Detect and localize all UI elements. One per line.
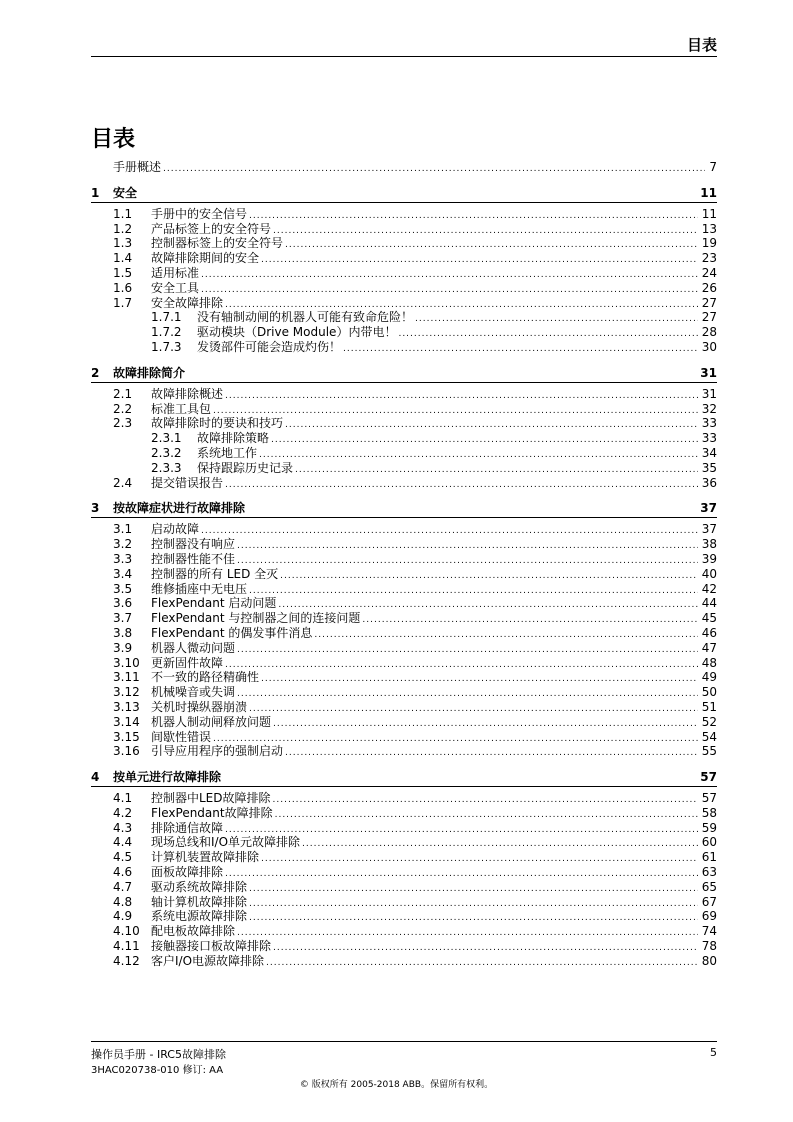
toc-entry-label: 控制器中LED故障排除 — [151, 791, 271, 806]
toc-leader-dots — [343, 342, 698, 357]
toc-entry-number: 1.1 — [113, 206, 133, 221]
toc-entry-label: 保持跟踪历史记录 — [197, 460, 294, 475]
table-of-contents — [91, 160, 717, 969]
toc-entry[interactable] — [91, 924, 717, 939]
toc-entry[interactable] — [91, 611, 717, 626]
toc-entry[interactable] — [91, 207, 717, 222]
toc-entry-page: 58 — [701, 805, 717, 820]
toc-chapter-heading[interactable] — [91, 185, 717, 203]
toc-entry-label: 系统电源故障排除 — [151, 909, 248, 924]
toc-entry-number: 3.14 — [113, 714, 140, 729]
toc-entry-number: 4.5 — [113, 850, 133, 865]
toc-entry-label: 启动故障 — [151, 522, 200, 537]
toc-entry-label: 故障排除概述 — [151, 386, 224, 401]
toc-entry-page: 80 — [701, 953, 717, 968]
toc-entry[interactable] — [91, 791, 717, 806]
toc-chapter-heading[interactable] — [91, 769, 717, 787]
toc-entry-label: 机器人制动闸释放问题 — [151, 714, 272, 729]
toc-entry[interactable] — [91, 281, 717, 296]
footer-manual-title: 操作员手册 - IRC5故障排除 — [91, 1048, 226, 1061]
toc-entry-label: FlexPendant 的偶发事件消息 — [151, 625, 313, 640]
toc-leader-dots — [266, 956, 698, 971]
toc-entry-number: 3.6 — [113, 596, 133, 611]
toc-entry-page: 19 — [701, 236, 717, 251]
toc-entry-label: 故障排除策略 — [197, 431, 270, 446]
running-header-title: 目表 — [686, 36, 717, 54]
toc-entry[interactable] — [91, 744, 717, 759]
toc-entry-page: 57 — [701, 791, 717, 806]
toc-entry-label: 系统地工作 — [197, 445, 258, 460]
toc-entry-page: 48 — [701, 655, 717, 670]
toc-entry-number: 4.12 — [113, 953, 140, 968]
toc-entry-page: 65 — [701, 879, 717, 894]
toc-entry-page: 32 — [701, 401, 717, 416]
toc-entry-page: 7 — [709, 160, 717, 174]
toc-entry[interactable] — [91, 909, 717, 924]
toc-entry-number: 2.3.2 — [151, 445, 182, 460]
toc-entry[interactable] — [91, 954, 717, 969]
toc-entry-page: 27 — [701, 295, 717, 310]
toc-chapter-heading[interactable] — [91, 500, 717, 518]
toc-entry-number: 3.11 — [113, 670, 140, 685]
toc-entry[interactable] — [91, 431, 717, 446]
page-title: 目表 — [91, 127, 136, 152]
toc-entry-number: 1.7 — [113, 295, 133, 310]
toc-entry-label: 计算机装置故障排除 — [151, 850, 260, 865]
toc-entry[interactable] — [91, 582, 717, 597]
toc-entry-page: 37 — [701, 522, 717, 537]
toc-entry-label: 不一致的路径精确性 — [151, 670, 260, 685]
toc-entry-page: 38 — [701, 537, 717, 552]
toc-entry[interactable] — [91, 821, 717, 836]
toc-entry-number: 4.4 — [113, 835, 133, 850]
toc-entry[interactable] — [91, 865, 717, 880]
chapter-page: 57 — [700, 770, 717, 785]
toc-entry-label: 控制器性能不佳 — [151, 551, 236, 566]
toc-entry-label: 故障排除期间的安全 — [151, 251, 260, 266]
toc-entry[interactable] — [91, 670, 717, 685]
toc-entry-number: 4.6 — [113, 865, 133, 880]
toc-entry-label: FlexPendant 启动问题 — [151, 596, 277, 611]
toc-entry-label: 关机时操纵器崩溃 — [151, 699, 248, 714]
toc-entry-number: 2.1 — [113, 386, 133, 401]
toc-entry-label: 驱动系统故障排除 — [151, 879, 248, 894]
toc-entry-number: 4.9 — [113, 909, 133, 924]
toc-entry-page: 34 — [701, 445, 717, 460]
toc-entry-label: 发烫部件可能会造成灼伤！ — [197, 339, 342, 354]
toc-entry-label: 机械噪音或失调 — [151, 685, 236, 700]
toc-entry-label: 控制器的所有 LED 全灭 — [151, 566, 279, 581]
toc-entry-label: 客户I/O电源故障排除 — [151, 953, 265, 968]
toc-entry-label: 轴计算机故障排除 — [151, 894, 248, 909]
toc-entry-preface[interactable] — [91, 160, 717, 175]
toc-entry-page: 31 — [701, 386, 717, 401]
footer-page-number: 5 — [710, 1046, 717, 1059]
chapter-page: 31 — [700, 365, 717, 380]
toc-entry-number: 2.4 — [113, 475, 133, 490]
toc-entry[interactable] — [91, 476, 717, 491]
chapter-page: 11 — [700, 185, 717, 200]
toc-entry-page: 28 — [701, 325, 717, 340]
toc-entry-page: 67 — [701, 894, 717, 909]
footer-rule — [91, 1041, 717, 1042]
chapter-page: 37 — [700, 501, 717, 516]
toc-entry-page: 35 — [701, 460, 717, 475]
toc-entry-page: 24 — [701, 265, 717, 280]
chapter-title: 故障排除简介 — [113, 365, 186, 380]
toc-entry[interactable] — [91, 296, 717, 311]
toc-entry-label: 接触器接口板故障排除 — [151, 939, 272, 954]
toc-leader-dots — [225, 478, 698, 493]
toc-entry-label: 提交错误报告 — [151, 475, 224, 490]
toc-entry-label: 适用标准 — [151, 265, 200, 280]
toc-entry-number: 2.3.1 — [151, 431, 182, 446]
toc-entry-label: 驱动模块（Drive Module）内带电！ — [197, 325, 397, 340]
toc-entry-number: 1.5 — [113, 265, 133, 280]
toc-entry-label: 故障排除时的要诀和技巧 — [151, 416, 284, 431]
toc-entry-number: 3.5 — [113, 581, 133, 596]
toc-entry-number: 3.7 — [113, 611, 133, 626]
toc-entry-number: 1.4 — [113, 251, 133, 266]
toc-entry-label: 控制器标签上的安全符号 — [151, 236, 284, 251]
toc-entry[interactable] — [91, 656, 717, 671]
toc-entry-number: 3.10 — [113, 655, 140, 670]
toc-entry-label: 手册概述 — [113, 160, 162, 174]
toc-entry-page: 69 — [701, 909, 717, 924]
toc-entry-page: 55 — [701, 744, 717, 759]
toc-entry-page: 33 — [701, 416, 717, 431]
toc-entry-page: 36 — [701, 475, 717, 490]
toc-entry[interactable] — [91, 939, 717, 954]
toc-entry[interactable] — [91, 626, 717, 641]
toc-chapter-heading[interactable] — [91, 365, 717, 383]
toc-entry[interactable] — [91, 895, 717, 910]
toc-entry-number: 1.3 — [113, 236, 133, 251]
toc-entry-label: 引导应用程序的强制启动 — [151, 744, 284, 759]
toc-entry-number: 4.10 — [113, 924, 140, 939]
toc-entry-label: 间歇性错误 — [151, 729, 212, 744]
toc-entry[interactable] — [91, 806, 717, 821]
toc-entry-number: 4.7 — [113, 879, 133, 894]
chapter-title: 按故障症状进行故障排除 — [113, 501, 246, 516]
toc-entry-page: 27 — [701, 310, 717, 325]
toc-entry-page: 78 — [701, 939, 717, 954]
toc-entry-label: 标准工具包 — [151, 401, 212, 416]
toc-entry[interactable] — [91, 835, 717, 850]
toc-entry-number: 3.2 — [113, 537, 133, 552]
header-rule — [91, 56, 717, 57]
toc-entry[interactable] — [91, 700, 717, 715]
toc-entry-page: 54 — [701, 729, 717, 744]
chapter-number: 1 — [91, 185, 100, 200]
toc-entry-page: 50 — [701, 685, 717, 700]
toc-entry-number: 4.8 — [113, 894, 133, 909]
chapter-number: 2 — [91, 365, 100, 380]
toc-entry-number: 3.15 — [113, 729, 140, 744]
toc-entry-label: 安全故障排除 — [151, 295, 224, 310]
toc-entry-page: 59 — [701, 820, 717, 835]
toc-entry-number: 3.9 — [113, 640, 133, 655]
toc-entry-label: 排除通信故障 — [151, 820, 224, 835]
toc-entry-page: 47 — [701, 640, 717, 655]
toc-entry-label: 产品标签上的安全符号 — [151, 221, 272, 236]
toc-entry-page: 49 — [701, 670, 717, 685]
toc-entry-number: 1.7.1 — [151, 310, 182, 325]
toc-entry-page: 46 — [701, 625, 717, 640]
toc-entry-number: 1.2 — [113, 221, 133, 236]
toc-entry-label: FlexPendant 与控制器之间的连接问题 — [151, 611, 361, 626]
toc-entry[interactable] — [91, 236, 717, 251]
toc-entry-number: 3.16 — [113, 744, 140, 759]
toc-entry-label: 安全工具 — [151, 280, 200, 295]
toc-entry-page: 63 — [701, 865, 717, 880]
toc-entry[interactable] — [91, 402, 717, 417]
toc-leader-dots — [163, 162, 705, 177]
toc-entry-label: 控制器没有响应 — [151, 537, 236, 552]
toc-entry-number: 4.11 — [113, 939, 140, 954]
chapter-number: 3 — [91, 501, 100, 516]
toc-entry[interactable] — [91, 880, 717, 895]
toc-entry-page: 40 — [701, 566, 717, 581]
toc-entry-page: 33 — [701, 431, 717, 446]
toc-entry-label: FlexPendant故障排除 — [151, 805, 273, 820]
toc-entry-page: 44 — [701, 596, 717, 611]
toc-entry-number: 1.7.2 — [151, 325, 182, 340]
toc-entry[interactable] — [91, 222, 717, 237]
toc-entry[interactable] — [91, 730, 717, 745]
toc-entry[interactable] — [91, 850, 717, 865]
toc-entry-number: 1.7.3 — [151, 339, 182, 354]
toc-entry-number: 3.3 — [113, 551, 133, 566]
toc-entry-page: 11 — [701, 206, 717, 221]
toc-entry-number: 3.13 — [113, 699, 140, 714]
toc-entry-page: 61 — [701, 850, 717, 865]
toc-entry[interactable] — [91, 567, 717, 582]
toc-entry[interactable] — [91, 340, 717, 355]
toc-entry-page: 51 — [701, 699, 717, 714]
toc-entry-number: 3.8 — [113, 625, 133, 640]
toc-entry[interactable] — [91, 596, 717, 611]
footer-document-id: 3HAC020738-010 修订: AA — [91, 1065, 224, 1076]
toc-entry[interactable] — [91, 537, 717, 552]
toc-entry[interactable] — [91, 251, 717, 266]
toc-entry-page: 13 — [701, 221, 717, 236]
toc-entry-label: 配电板故障排除 — [151, 924, 236, 939]
toc-entry-page: 74 — [701, 924, 717, 939]
toc-entry[interactable] — [91, 641, 717, 656]
toc-entry-page: 26 — [701, 280, 717, 295]
chapter-number: 4 — [91, 770, 100, 785]
toc-entry-number: 3.4 — [113, 566, 133, 581]
toc-entry-number: 3.1 — [113, 522, 133, 537]
toc-entry-number: 2.3 — [113, 416, 133, 431]
toc-entry-number: 4.3 — [113, 820, 133, 835]
footer-copyright: © 版权所有 2005-2018 ABB。保留所有权利。 — [299, 1080, 494, 1090]
toc-entry-label: 维修插座中无电压 — [151, 581, 248, 596]
toc-entry[interactable] — [91, 715, 717, 730]
toc-entry[interactable] — [91, 387, 717, 402]
toc-entry-page: 39 — [701, 551, 717, 566]
toc-entry-number: 4.1 — [113, 791, 133, 806]
toc-entry-label: 手册中的安全信号 — [151, 206, 248, 221]
toc-entry[interactable] — [91, 325, 717, 340]
toc-entry-label: 机器人微动问题 — [151, 640, 236, 655]
toc-entry-number: 2.2 — [113, 401, 133, 416]
toc-entry-page: 42 — [701, 581, 717, 596]
toc-entry-label: 更新固件故障 — [151, 655, 224, 670]
toc-entry-page: 30 — [701, 339, 717, 354]
toc-entry-number: 1.6 — [113, 280, 133, 295]
toc-entry-page: 60 — [701, 835, 717, 850]
toc-entry-page: 23 — [701, 251, 717, 266]
toc-entry[interactable] — [91, 461, 717, 476]
chapter-title: 安全 — [113, 185, 138, 200]
toc-entry-page: 45 — [701, 611, 717, 626]
toc-entry-number: 3.12 — [113, 685, 140, 700]
toc-entry[interactable] — [91, 685, 717, 700]
toc-entry[interactable] — [91, 552, 717, 567]
toc-entry-number: 4.2 — [113, 805, 133, 820]
toc-leader-dots — [285, 746, 698, 761]
toc-entry-label: 现场总线和I/O单元故障排除 — [151, 835, 301, 850]
toc-entry[interactable] — [91, 310, 717, 325]
toc-entry-number: 2.3.3 — [151, 460, 182, 475]
toc-entry-label: 面板故障排除 — [151, 865, 224, 880]
toc-entry[interactable] — [91, 522, 717, 537]
toc-entry[interactable] — [91, 266, 717, 281]
toc-entry[interactable] — [91, 446, 717, 461]
toc-entry-page: 52 — [701, 714, 717, 729]
toc-entry[interactable] — [91, 416, 717, 431]
toc-entry-label: 没有轴制动闸的机器人可能有致命危险！ — [197, 310, 414, 325]
chapter-title: 按单元进行故障排除 — [113, 770, 222, 785]
